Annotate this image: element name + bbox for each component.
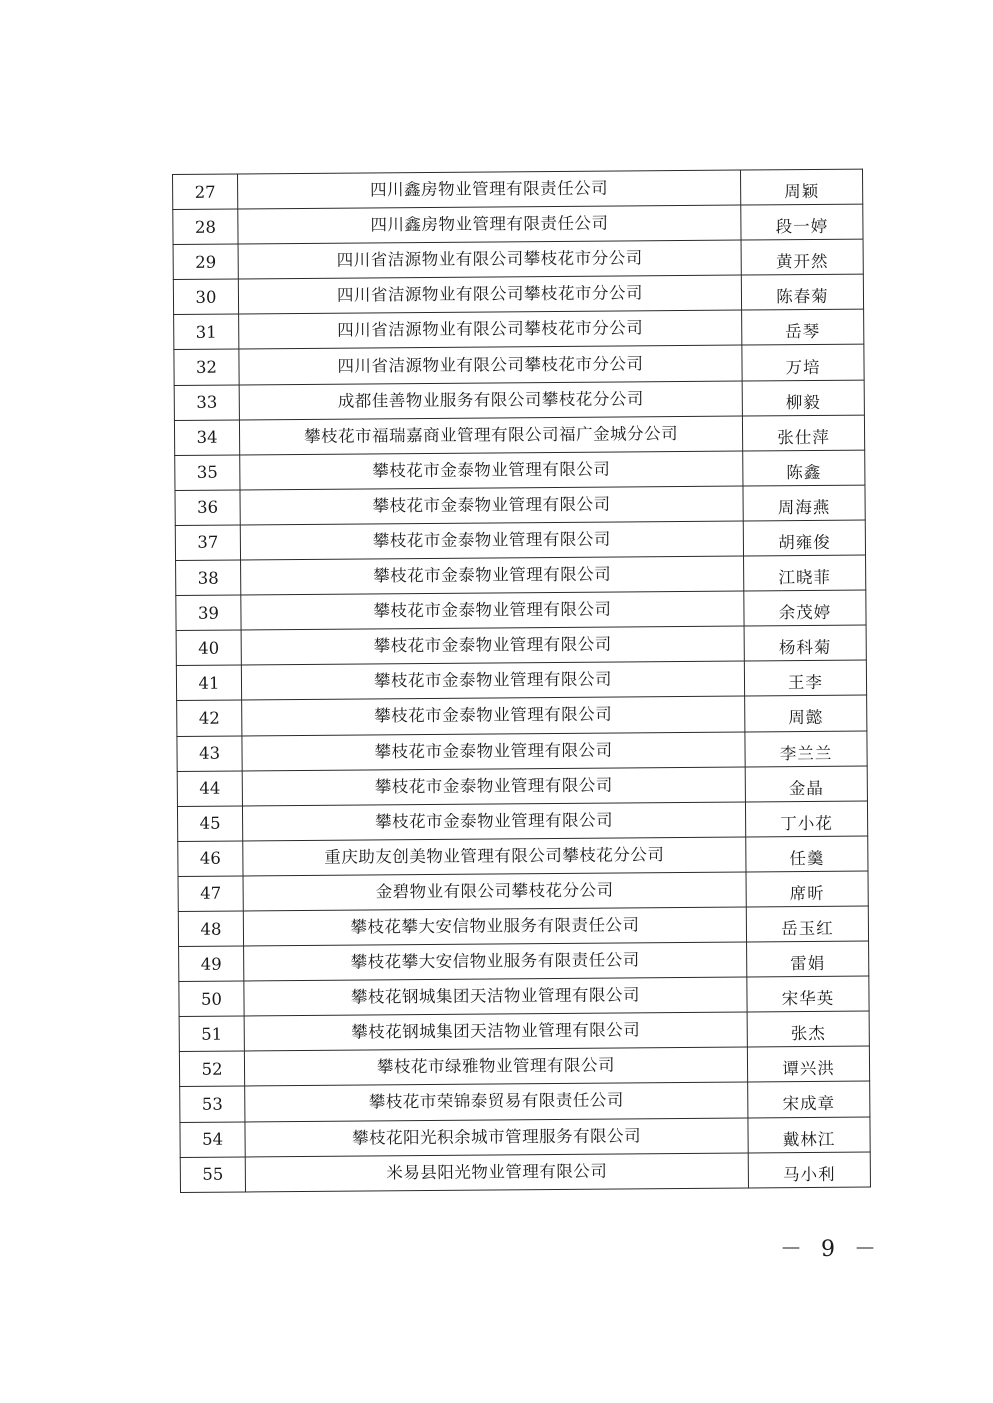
company-cell [239, 310, 742, 349]
row-number-cell: 35 [175, 455, 240, 491]
person-name-cell [747, 1011, 869, 1047]
person-name: 江晓菲 [778, 567, 832, 588]
company-cell [242, 696, 745, 735]
person-name: 陈春菊 [776, 287, 829, 307]
table-row [178, 836, 868, 877]
person-name-cell [744, 590, 866, 626]
table-row [176, 625, 866, 666]
table-row [175, 520, 865, 561]
company-name: 攀枝花钢城集团天洁物业管理有限公司 [351, 1020, 641, 1042]
table-row [173, 239, 863, 280]
person-name: 宋成章 [782, 1094, 836, 1114]
company-cell [238, 240, 741, 279]
company-cell [244, 977, 747, 1016]
company-cell [239, 416, 742, 455]
row-number-cell: 30 [173, 279, 238, 315]
person-name: 陈鑫 [786, 462, 822, 482]
person-name: 张仕萍 [777, 427, 830, 447]
company-name: 四川省洁源物业有限公司攀枝花市分公司 [336, 283, 644, 306]
person-name-cell [746, 906, 868, 942]
row-number-cell: 34 [174, 420, 239, 456]
person-name: 万培 [785, 357, 821, 377]
company-name: 攀枝花市绿雅物业管理有限公司 [376, 1055, 616, 1077]
row-number-cell: 29 [173, 244, 238, 280]
person-name: 柳毅 [785, 392, 821, 412]
person-name: 任羹 [789, 848, 825, 868]
person-name: 岳琴 [785, 322, 821, 342]
person-name-cell [741, 274, 863, 310]
company-cell [239, 381, 742, 420]
table-row [179, 1011, 869, 1052]
company-name: 攀枝花市金泰物业管理有限公司 [372, 459, 611, 481]
company-cell [238, 170, 741, 209]
row-number-cell: 32 [174, 349, 239, 385]
company-cell [242, 767, 745, 806]
table-row [176, 660, 866, 701]
company-name: 攀枝花市金泰物业管理有限公司 [374, 775, 613, 797]
company-name: 重庆助友创美物业管理有限公司攀枝花分公司 [324, 844, 665, 867]
company-name: 四川省洁源物业有限公司攀枝花市分公司 [336, 248, 643, 270]
person-name-cell [741, 239, 863, 275]
person-name-cell [747, 1046, 869, 1082]
person-name: 宋华英 [781, 989, 835, 1009]
person-name-cell [747, 941, 869, 977]
person-name: 席昕 [789, 883, 825, 904]
person-name-cell [742, 309, 864, 345]
company-name: 攀枝花钢城集团天洁物业管理有限公司 [350, 985, 641, 1007]
company-cell [238, 205, 741, 244]
table-row [178, 871, 868, 912]
company-cell [243, 872, 746, 911]
person-name: 周海燕 [777, 497, 831, 518]
person-name: 周颖 [784, 181, 820, 202]
person-name: 段一婷 [775, 216, 829, 237]
table-row [175, 485, 865, 526]
person-name-cell [743, 450, 865, 486]
person-name: 王李 [787, 673, 824, 693]
person-name-cell [744, 660, 866, 696]
person-name-cell [742, 345, 864, 381]
person-name-cell [740, 169, 862, 205]
company-cell [241, 626, 744, 665]
company-name: 攀枝花阳光积余城市管理服务有限公司 [351, 1125, 642, 1148]
person-name: 丁小花 [780, 813, 833, 833]
table-row [180, 1081, 870, 1122]
row-number-cell: 28 [173, 209, 238, 245]
person-name: 雷娟 [790, 954, 826, 974]
company-name: 攀枝花攀大安信物业服务有限责任公司 [350, 915, 640, 937]
table-row [176, 590, 866, 631]
company-cell [240, 451, 743, 490]
person-name: 杨科菊 [778, 638, 832, 658]
row-number-cell: 51 [179, 1016, 244, 1052]
person-name: 周懿 [788, 708, 824, 728]
person-name: 戴林江 [782, 1129, 836, 1149]
company-name: 攀枝花市金泰物业管理有限公司 [372, 494, 611, 516]
company-cell [241, 591, 744, 630]
table-row [177, 766, 867, 807]
company-cell [241, 661, 744, 700]
person-name-cell [744, 625, 866, 661]
company-cell [239, 345, 742, 384]
person-name-cell [745, 801, 867, 837]
table-row [174, 380, 864, 421]
company-cell [243, 837, 746, 876]
company-name: 米易县阳光物业管理有限公司 [386, 1161, 608, 1183]
table-row [177, 731, 867, 772]
company-name: 攀枝花市福瑞嘉商业管理有限公司福广金城分公司 [303, 423, 679, 446]
person-name-cell [748, 1117, 870, 1153]
company-name: 四川鑫房物业管理有限责任公司 [370, 213, 609, 235]
company-name: 金碧物业有限公司攀枝花分公司 [375, 880, 614, 902]
row-number-cell: 46 [178, 841, 243, 877]
company-cell [244, 1012, 747, 1051]
person-name: 金晶 [788, 778, 824, 798]
row-number-cell: 43 [177, 735, 242, 771]
company-name: 攀枝花市金泰物业管理有限公司 [373, 599, 612, 621]
row-number-cell: 40 [176, 630, 241, 666]
table-row [175, 450, 865, 491]
company-name: 四川鑫房物业管理有限责任公司 [370, 178, 609, 200]
row-number-cell: 54 [180, 1121, 245, 1157]
person-name: 黄开然 [775, 252, 829, 272]
company-cell [238, 275, 741, 314]
person-name: 张杰 [790, 1024, 826, 1044]
company-cell [244, 942, 747, 981]
table-row [180, 1117, 870, 1158]
company-cell [240, 521, 743, 560]
person-name: 马小利 [783, 1164, 836, 1184]
company-cell [245, 1118, 748, 1157]
company-cell [243, 907, 746, 946]
company-cell [244, 1047, 747, 1086]
table-row [173, 169, 863, 210]
table-row [173, 204, 863, 245]
table-row [177, 695, 867, 736]
person-name-cell [745, 731, 867, 767]
person-name-cell [748, 1152, 870, 1188]
company-name: 四川省洁源物业有限公司攀枝花市分公司 [337, 353, 644, 376]
company-name: 攀枝花市金泰物业管理有限公司 [373, 634, 612, 656]
person-name-cell [742, 380, 864, 416]
row-number-cell: 47 [178, 876, 243, 912]
company-cell [242, 802, 745, 841]
staff-roster-table [172, 169, 871, 1193]
row-number-cell: 42 [177, 700, 242, 736]
person-name-cell [746, 836, 868, 872]
company-name: 攀枝花市金泰物业管理有限公司 [372, 529, 611, 551]
table-row [179, 976, 869, 1017]
table-row [174, 415, 864, 456]
table-row [179, 941, 869, 982]
person-name: 李兰兰 [779, 743, 833, 763]
table-row [178, 906, 868, 947]
company-cell [241, 556, 744, 595]
person-name-cell [742, 415, 864, 451]
company-cell [245, 1082, 748, 1121]
table-row [174, 345, 864, 386]
company-name: 四川省洁源物业有限公司攀枝花市分公司 [337, 318, 644, 341]
table-row [177, 801, 867, 842]
person-name-cell [744, 555, 866, 591]
person-name-cell [741, 204, 863, 240]
row-number-cell: 39 [176, 595, 241, 631]
person-name-cell [748, 1081, 870, 1117]
company-name: 攀枝花攀大安信物业服务有限责任公司 [350, 950, 640, 972]
company-name: 攀枝花市金泰物业管理有限公司 [375, 810, 614, 832]
person-name-cell [745, 695, 867, 731]
row-number-cell: 52 [179, 1051, 244, 1087]
company-cell [242, 732, 745, 771]
row-number-cell: 55 [180, 1157, 245, 1193]
row-number-cell: 36 [175, 490, 240, 526]
row-number-cell: 37 [175, 525, 240, 561]
row-number-cell: 27 [173, 174, 238, 210]
person-name: 胡雍俊 [778, 532, 831, 553]
company-name: 攀枝花市金泰物业管理有限公司 [374, 740, 613, 761]
person-name-cell [745, 766, 867, 802]
person-name-cell [743, 520, 865, 556]
company-name: 攀枝花市金泰物业管理有限公司 [373, 669, 613, 691]
company-cell [240, 486, 743, 525]
row-number-cell: 38 [176, 560, 241, 596]
row-number-cell: 48 [178, 911, 243, 947]
person-name-cell [747, 976, 869, 1012]
row-number-cell: 31 [174, 314, 239, 350]
table-row [176, 555, 866, 596]
page-number: － 9 － [780, 1237, 882, 1262]
company-cell [245, 1153, 748, 1192]
table-row [174, 309, 864, 350]
company-name: 攀枝花市金泰物业管理有限公司 [374, 705, 613, 726]
roster-table-body [173, 169, 871, 1192]
company-name: 攀枝花市荣锦泰贸易有限责任公司 [368, 1090, 624, 1112]
person-name: 谭兴洪 [782, 1059, 835, 1079]
person-name: 岳玉红 [781, 918, 834, 939]
row-number-cell: 45 [177, 806, 242, 842]
row-number-cell: 53 [180, 1086, 245, 1122]
person-name-cell [746, 871, 868, 907]
row-number-cell: 41 [176, 665, 241, 701]
person-name: 余茂婷 [778, 603, 832, 623]
table-row [179, 1046, 869, 1087]
row-number-cell: 49 [179, 946, 244, 982]
company-name: 成都佳善物业服务有限公司攀枝花分公司 [337, 388, 644, 411]
row-number-cell: 44 [177, 771, 242, 807]
table-row [173, 274, 863, 315]
person-name-cell [743, 485, 865, 521]
table-row [180, 1152, 870, 1193]
row-number-cell: 50 [179, 981, 244, 1017]
company-name: 攀枝花市金泰物业管理有限公司 [373, 564, 612, 586]
row-number-cell: 33 [174, 385, 239, 421]
